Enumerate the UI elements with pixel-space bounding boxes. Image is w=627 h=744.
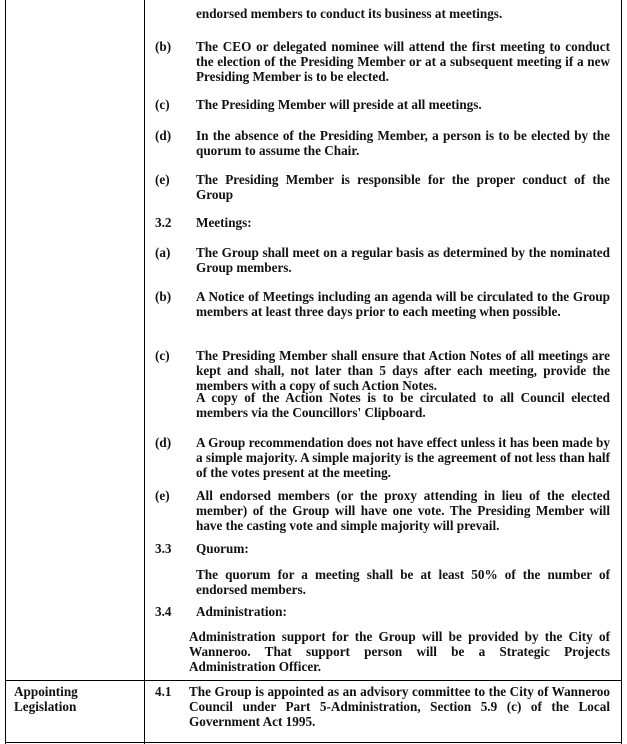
item-text: The CEO or delegated nominee will attend the first meeting to conduct the election of the Presiding Member or at a subsequent meeting if a new Presiding Member is to be elected. [196, 39, 610, 84]
row-divider [5, 680, 622, 681]
table-right-border [621, 0, 622, 744]
item-text: In the absence of the Presiding Member, a person is to be elected by the quorum to assume the Chair. [196, 128, 610, 158]
table-bottom-border [5, 742, 622, 743]
item-text: The Group shall meet on a regular basis as determined by the nominated Group members. [196, 245, 610, 275]
section-number: 3.2 [155, 215, 172, 230]
item-label: (d) [155, 435, 172, 450]
item-text: The Presiding Member is responsible for the proper conduct of the Group [196, 172, 610, 202]
section-body: Administration support for the Group will be provided by the City of Wanneroo. That support person will be a Strategic Projects Administration Officer. [189, 629, 610, 674]
section-heading: Quorum: [196, 541, 249, 556]
item-label: (a) [155, 245, 171, 260]
section-number: 3.4 [155, 604, 172, 619]
table-column-divider [144, 0, 145, 744]
item-text: The Presiding Member will preside at all meetings. [196, 97, 482, 112]
row-heading: Appointing Legislation [14, 684, 78, 714]
section-body: The quorum for a meeting shall be at least 50% of the number of endorsed members. [196, 567, 610, 597]
item-label: (b) [155, 39, 172, 54]
section-number: 4.1 [155, 684, 172, 699]
item-text: The Presiding Member shall ensure that Action Notes of all meetings are kept and shall, not later than 5 days after each meeting, provide the members with a copy of such Action Notes. [196, 348, 610, 393]
item-text: A Notice of Meetings including an agenda will be circulated to the Group members at least three days prior to each meeting when possible. [196, 289, 610, 319]
item-text: A Group recommendation does not have effect unless it has been made by a simple majority. A simple majority is the agreement of not less than half of the votes present at the meeting. [196, 435, 610, 480]
item-label: (c) [155, 348, 170, 363]
item-label: (c) [155, 97, 170, 112]
item-label: (b) [155, 289, 172, 304]
item-label: (e) [155, 172, 170, 187]
item-text: All endorsed members (or the proxy attending in lieu of the elected member) of the Group will have one vote. The Presiding Member will have the casting vote and simple majority will prevail. [196, 488, 610, 533]
item-label: (d) [155, 128, 172, 143]
section-heading: Administration: [196, 604, 287, 619]
section-heading: Meetings: [196, 215, 252, 230]
table-left-border [5, 0, 6, 744]
continuation-text: endorsed members to conduct its business at meetings. [196, 6, 503, 21]
section-number: 3.3 [155, 541, 172, 556]
section-body: The Group is appointed as an advisory committee to the City of Wanneroo Council under Part 5-Administration, Section 5.9 (c) of the Local Government Act 1995. [189, 684, 610, 729]
item-label: (e) [155, 488, 170, 503]
item-text-continued: A copy of the Action Notes is to be circulated to all Council elected members via the Councillors' Clipboard. [196, 390, 610, 420]
